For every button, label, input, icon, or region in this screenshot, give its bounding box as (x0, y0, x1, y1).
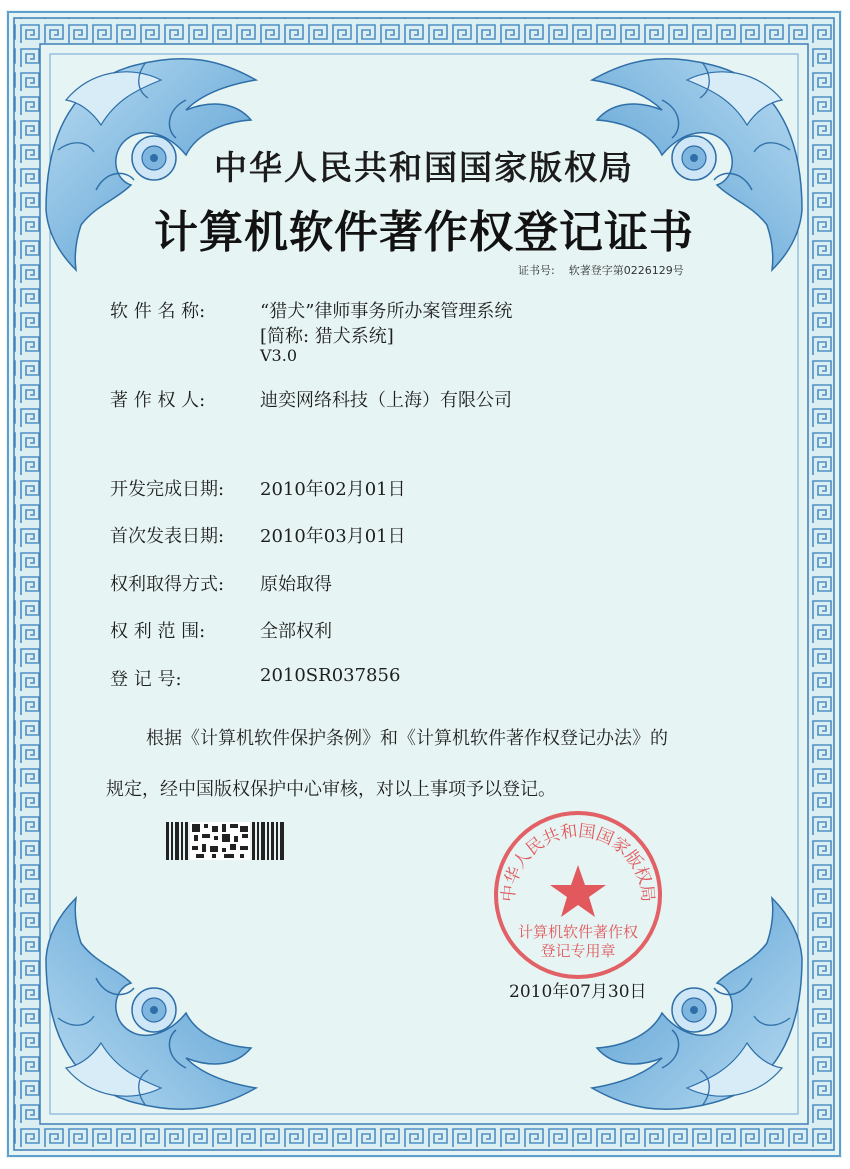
official-seal (488, 805, 668, 985)
software-version: V3.0 (260, 346, 297, 365)
issue-date: 2010年07月30日 (509, 982, 647, 1002)
statement-line-2: 规定，经中国版权保护中心审核，对以上事项予以登记。 (106, 779, 556, 800)
first-publish-date-value: 2010年03月01日 (260, 526, 406, 547)
seal-line-1: 计算机软件著作权 (517, 924, 639, 941)
completion-date-value: 2010年02月01日 (260, 479, 406, 500)
software-name-label: 软 件 名 称: (110, 301, 206, 322)
issuer-title: 中华人民共和国国家版权局 (214, 148, 634, 187)
acquisition-method-value: 原始取得 (260, 574, 332, 595)
rights-scope-label: 权 利 范 围: (110, 621, 206, 642)
rights-scope-value: 全部权利 (260, 621, 332, 642)
software-short-name: [简称: 猎犬系统] (260, 326, 394, 347)
certificate-title: 计算机软件著作权登记证书 (154, 207, 694, 258)
acquisition-method-label: 权利取得方式: (110, 574, 225, 595)
certificate-number-value: 软著登字第0226129号 (568, 264, 684, 277)
certificate-number (518, 262, 684, 278)
software-name-value: “猎犬”律师事务所办案管理系统 (260, 301, 513, 322)
registration-number-label: 登 记 号: (110, 669, 182, 690)
barcode (166, 822, 284, 860)
first-publish-date-label: 首次发表日期: (110, 526, 225, 547)
registration-number-value: 2010SR037856 (260, 665, 401, 686)
certificate (6, 10, 842, 1158)
statement-line-1: 根据《计算机软件保护条例》和《计算机软件著作权登记办法》的 (146, 728, 668, 749)
seal-line-2: 登记专用章 (540, 943, 616, 960)
seal-arc-text: 中华人民共和国国家版权局 (498, 821, 658, 903)
copyright-owner-value: 迪奕网络科技（上海）有限公司 (260, 390, 512, 411)
copyright-owner-label: 著 作 权 人: (110, 390, 206, 411)
certificate-number-label: 证书号: (518, 264, 555, 277)
completion-date-label: 开发完成日期: (110, 479, 225, 500)
